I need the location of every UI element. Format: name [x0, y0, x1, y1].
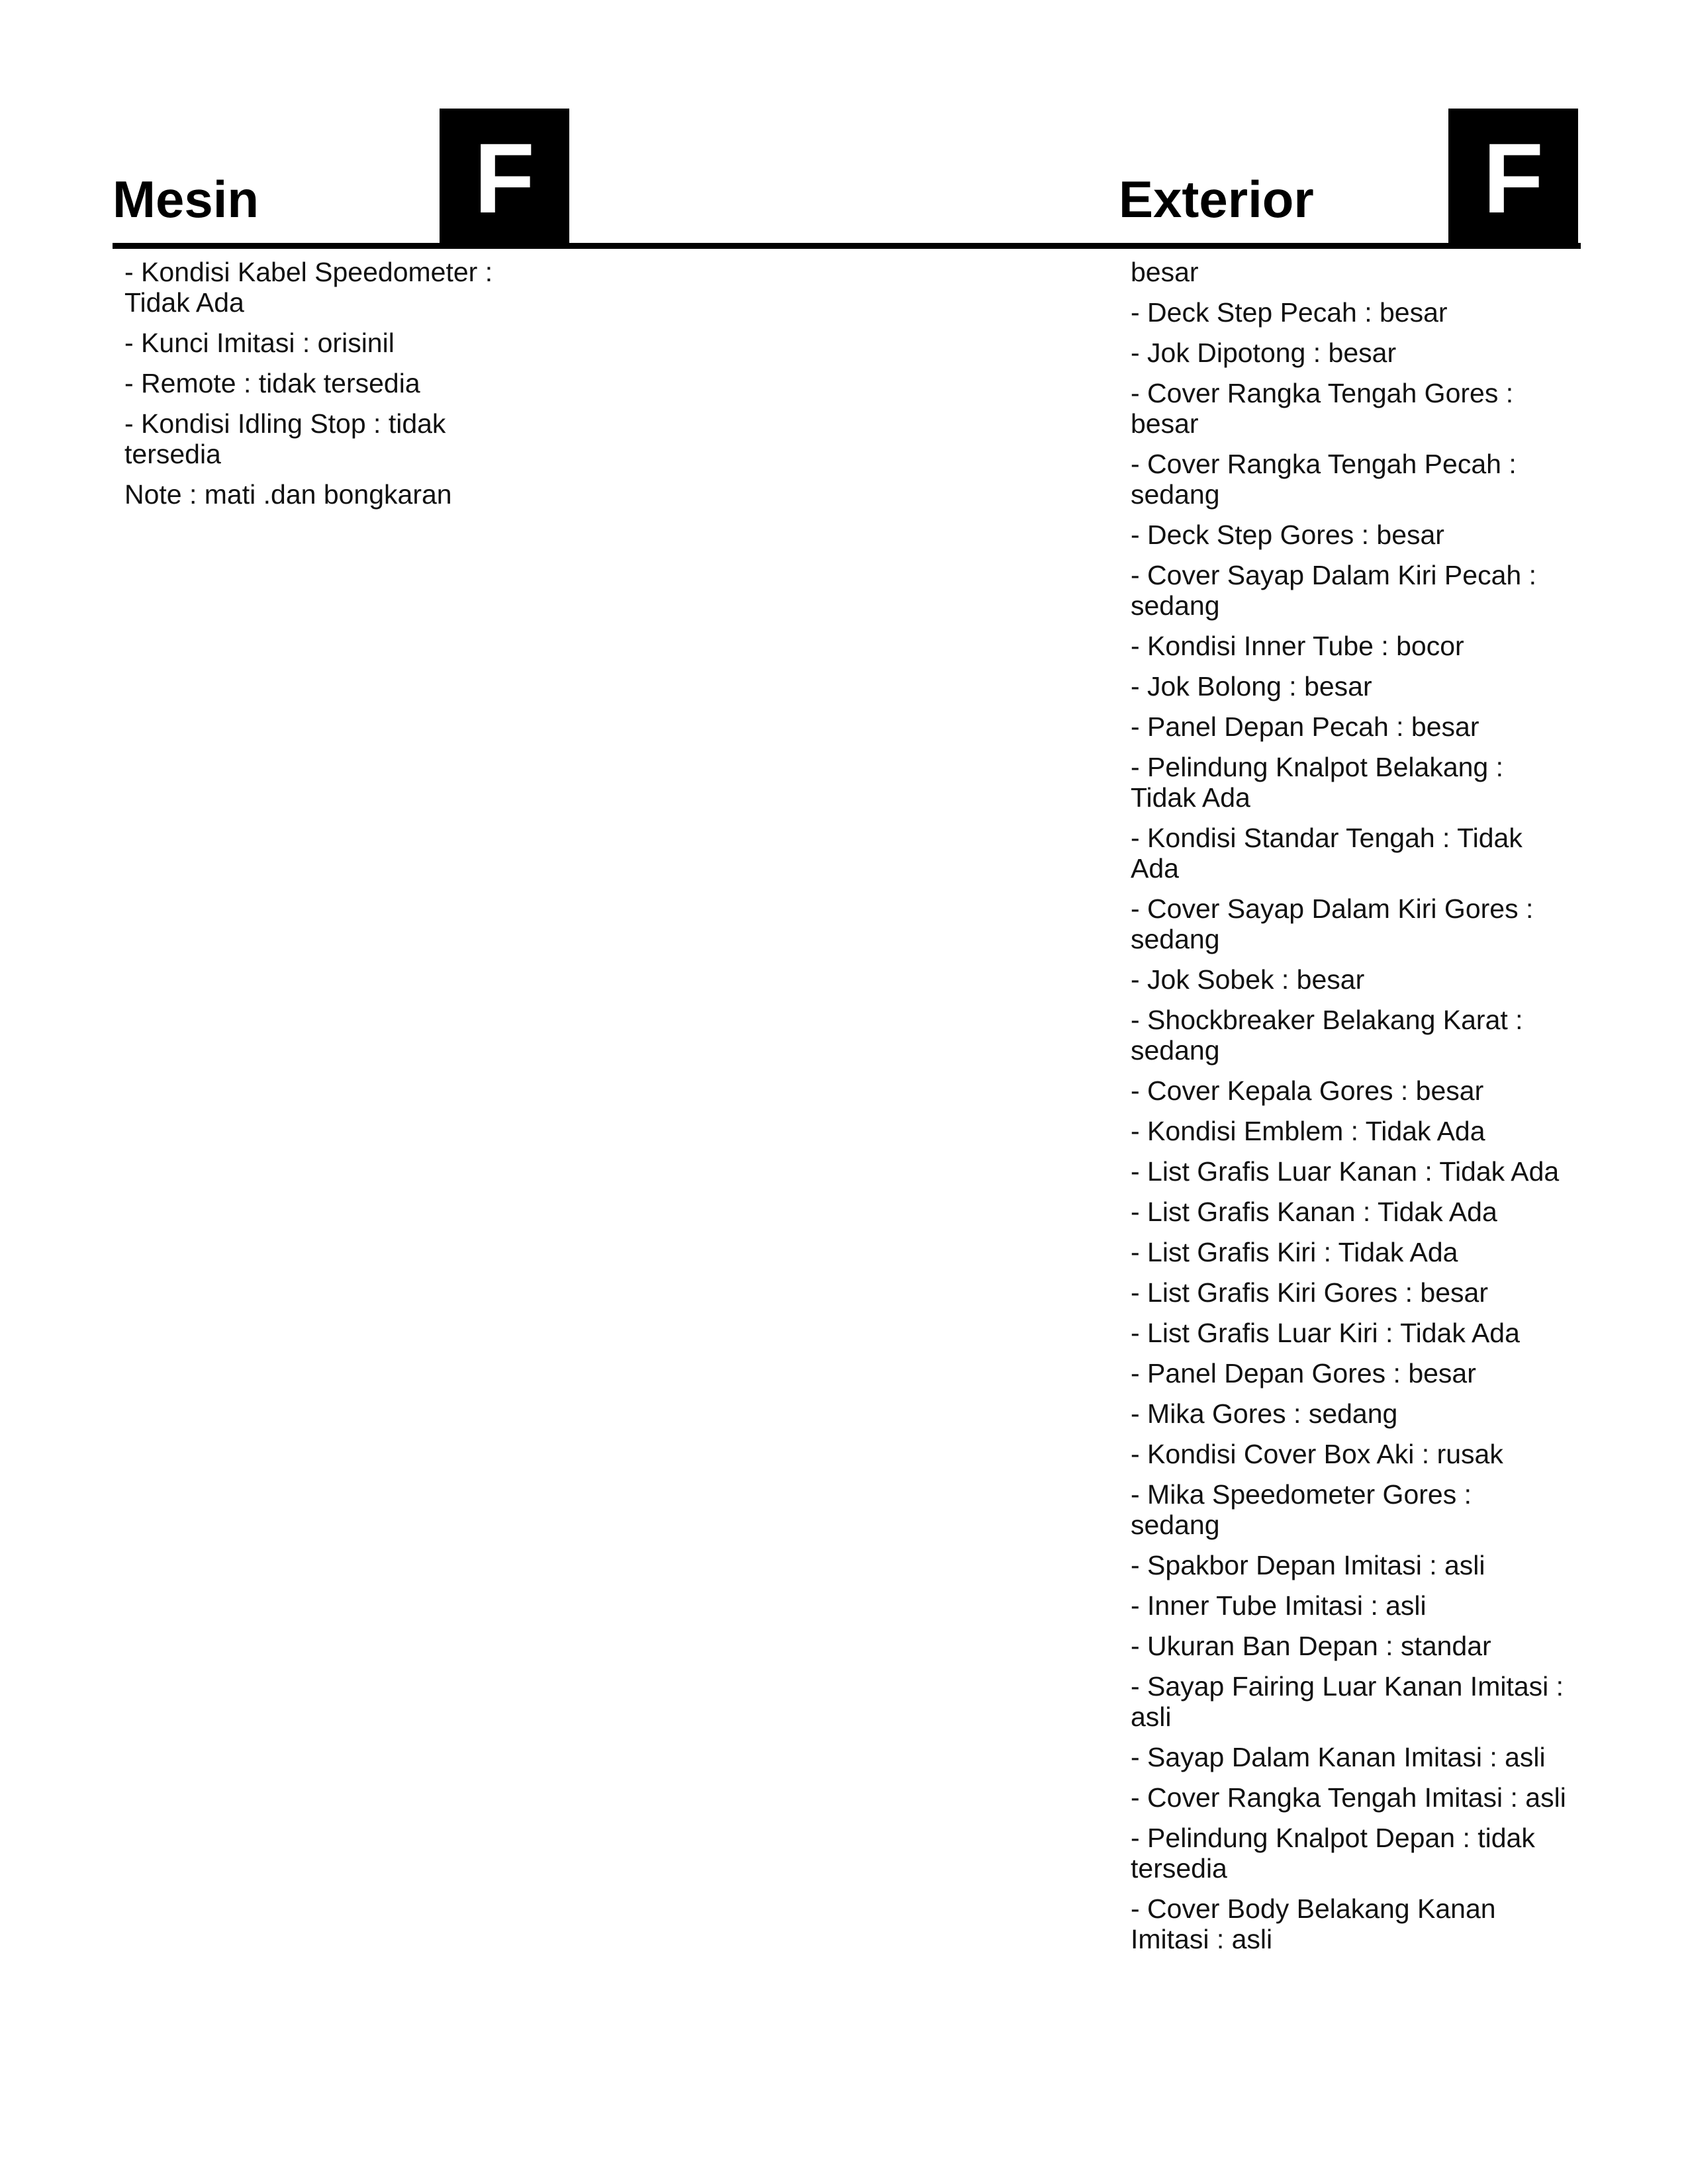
list-item: - Panel Depan Gores : besar: [1131, 1358, 1476, 1388]
list-item: - Inner Tube Imitasi : asli: [1131, 1590, 1427, 1621]
list-item: - Cover Rangka Tengah Imitasi : asli: [1131, 1782, 1566, 1813]
list-item: - Kondisi Idling Stop : tidak tersedia: [124, 408, 446, 469]
list-item: - Kondisi Kabel Speedometer : Tidak Ada: [124, 257, 493, 318]
list-item: - Cover Sayap Dalam Kiri Gores : sedang: [1131, 893, 1534, 954]
list-item: - List Grafis Kanan : Tidak Ada: [1131, 1197, 1497, 1227]
list-item: - Kunci Imitasi : orisinil: [124, 328, 395, 358]
list-item: - List Grafis Luar Kanan : Tidak Ada: [1131, 1156, 1560, 1187]
list-item: - Deck Step Pecah : besar: [1131, 297, 1448, 328]
list-item: besar: [1131, 257, 1199, 287]
list-item: - Mika Speedometer Gores : sedang: [1131, 1479, 1472, 1540]
list-item: - Jok Sobek : besar: [1131, 964, 1365, 995]
list-item: - Panel Depan Pecah : besar: [1131, 711, 1479, 742]
list-item: Note : mati .dan bongkaran: [124, 479, 452, 510]
grade-badge-exterior: F: [1448, 109, 1578, 245]
list-item: - Cover Sayap Dalam Kiri Pecah : sedang: [1131, 560, 1536, 621]
list-item: - Spakbor Depan Imitasi : asli: [1131, 1550, 1485, 1580]
list-item: - Remote : tidak tersedia: [124, 368, 420, 398]
header-divider: [113, 243, 1581, 249]
list-item: - Sayap Fairing Luar Kanan Imitasi : asli: [1131, 1671, 1564, 1732]
list-item: - Kondisi Standar Tengah : Tidak Ada: [1131, 823, 1523, 884]
section-title-exterior: Exterior: [1119, 170, 1314, 228]
list-item: - Ukuran Ban Depan : standar: [1131, 1631, 1491, 1661]
list-item: - Mika Gores : sedang: [1131, 1398, 1398, 1429]
grade-badge-mesin: F: [440, 109, 569, 245]
section-title-mesin: Mesin: [113, 170, 259, 228]
list-item: - Shockbreaker Belakang Karat : sedang: [1131, 1005, 1523, 1066]
list-item: - Cover Kepala Gores : besar: [1131, 1075, 1484, 1106]
list-item: - Kondisi Cover Box Aki : rusak: [1131, 1439, 1503, 1469]
list-item: - List Grafis Kiri Gores : besar: [1131, 1277, 1488, 1308]
list-item: - Pelindung Knalpot Depan : tidak tersedia: [1131, 1823, 1535, 1884]
list-item: - Cover Body Belakang Kanan Imitasi : asli: [1131, 1893, 1496, 1954]
list-item: - Jok Dipotong : besar: [1131, 338, 1397, 368]
list-item: - Kondisi Inner Tube : bocor: [1131, 631, 1464, 661]
list-item: - Kondisi Emblem : Tidak Ada: [1131, 1116, 1485, 1146]
list-item: - Cover Rangka Tengah Gores : besar: [1131, 378, 1514, 439]
list-item: - Pelindung Knalpot Belakang : Tidak Ada: [1131, 752, 1504, 813]
exterior-items-list: [1131, 257, 1568, 1964]
list-item: - Deck Step Gores : besar: [1131, 520, 1444, 550]
list-item: - List Grafis Kiri : Tidak Ada: [1131, 1237, 1458, 1267]
list-item: - Sayap Dalam Kanan Imitasi : asli: [1131, 1742, 1546, 1772]
list-item: - Jok Bolong : besar: [1131, 671, 1372, 702]
mesin-items-list: [124, 257, 522, 520]
list-item: - List Grafis Luar Kiri : Tidak Ada: [1131, 1318, 1520, 1348]
list-item: - Cover Rangka Tengah Pecah : sedang: [1131, 449, 1517, 510]
